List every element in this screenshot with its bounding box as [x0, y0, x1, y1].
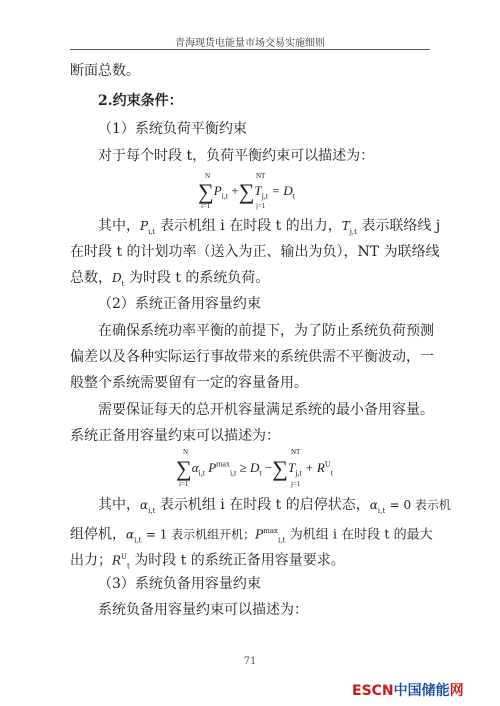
- text-line: 在确保系统功率平衡的前提下，为了防止系统负荷预测: [98, 323, 434, 339]
- sum-upper-limit: NT: [256, 172, 266, 180]
- text-line: 系统负备用容量约束可以描述为：: [98, 602, 308, 618]
- text-line: 组停机，$\alpha_{i,t} = 1$ 表示机组开机；$P^{max}_{i,t}$ 为机组 i 在时段 t 的最大: [70, 526, 433, 545]
- text-line: 总数，$D_t$ 为时段 t 的系统负荷。: [70, 270, 270, 288]
- math-symbol: = D: [271, 183, 293, 198]
- text-line: 般整个系统需要留有一定的容量备用。: [70, 375, 308, 391]
- sum-lower-limit: i=1: [179, 480, 189, 488]
- text-line: 需要保证每天的总开机容量满足系统的最小备用容量。: [98, 402, 434, 418]
- text-line: 其中，$P_{i,t}$ 表示机组 i 在时段 t 的出力，$T_{j,t}$ 表示联络线 j: [98, 218, 441, 236]
- text-line: 对于每个时段 t，负荷平衡约束可以描述为：: [98, 148, 375, 164]
- sum-lower-limit: j=1: [291, 480, 301, 488]
- sum-lower-limit: j=1: [256, 202, 266, 210]
- math-symbol: T: [254, 183, 262, 198]
- equation-load-balance: N i=1 NT j=1 $\sum P_{i,t} +\sum T_{j,t} = D_t$: [198, 172, 295, 210]
- sum-upper-limit: N: [205, 172, 211, 180]
- subsection-heading: （3）系统负备用容量约束: [98, 576, 261, 592]
- sum-upper-limit: N: [183, 448, 189, 456]
- text-line: 偏差以及各种实际运行事故带来的系统供需不平衡波动，一: [70, 349, 434, 365]
- math-symbol: P: [213, 183, 222, 198]
- page-number: 71: [243, 656, 257, 667]
- text-line: 其中，$\alpha_{i,t}$ 表示机组 i 在时段 t 的启停状态，$\alpha_{i,t} = 0$ 表示机: [98, 497, 451, 515]
- sum-lower-limit: i=1: [201, 202, 211, 210]
- text-line: 断面总数。: [70, 63, 140, 79]
- subsection-heading: （2）系统正备用容量约束: [98, 296, 261, 312]
- equation-positive-reserve: N i=1 NT j=1 $\sum\alpha_{i,t}$ $P^{max}_{i,t} \ge D_t -\sum T_{j,t} + R^U_t$: [176, 448, 333, 488]
- text-line: 出力；$R^U_t$ 为时段 t 的系统正备用容量要求。: [70, 552, 345, 571]
- sum-upper-limit: NT: [291, 448, 301, 456]
- header-rule: [70, 49, 430, 50]
- text-line: 在时段 t 的计划功率（送入为正、输出为负），NT 为联络线: [70, 244, 440, 260]
- page-header-title: 青海现货电能量市场交易实施细则: [175, 38, 325, 49]
- section-heading: 2.约束条件：: [98, 93, 183, 109]
- brand-watermark-logo: ESCN中国储能网: [352, 683, 464, 699]
- text-line: 系统正备用容量约束可以描述为：: [70, 428, 280, 444]
- subsection-heading: （1）系统负荷平衡约束: [98, 121, 247, 137]
